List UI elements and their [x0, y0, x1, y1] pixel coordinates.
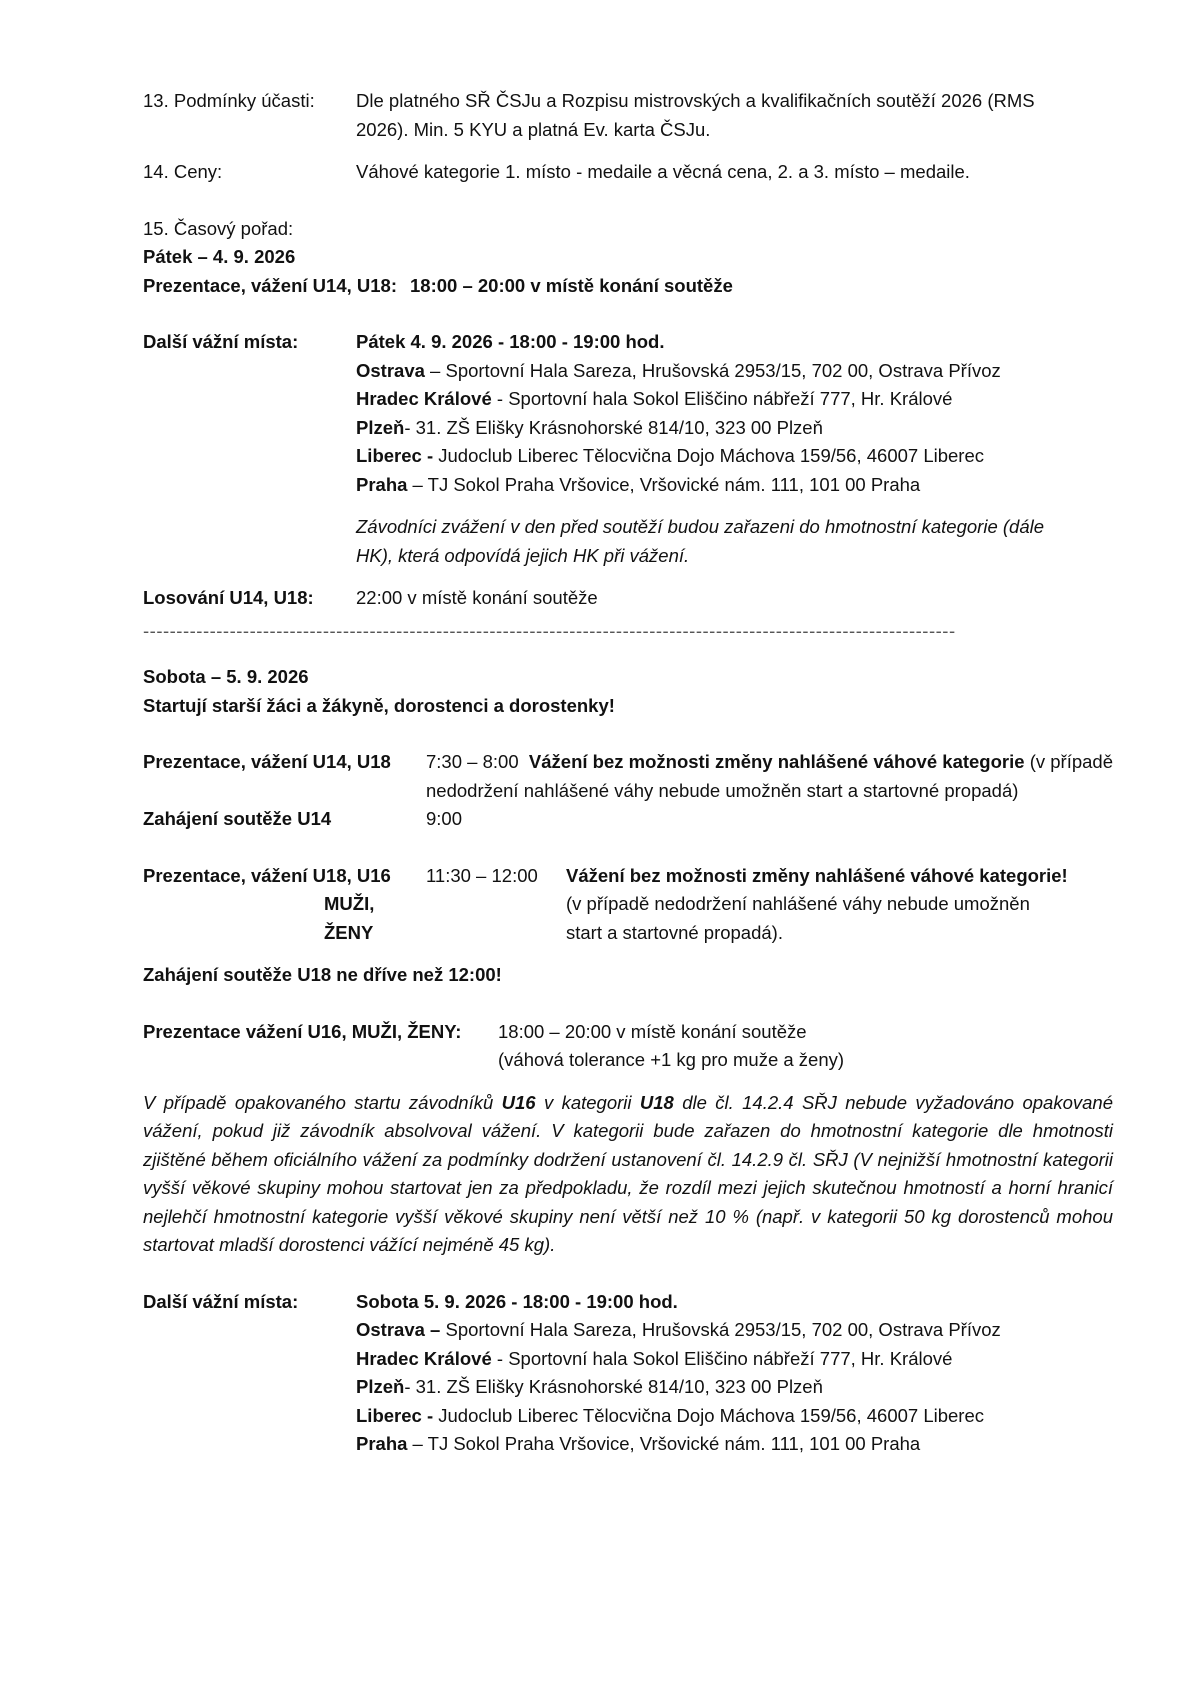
saturday-prezentace-2: [143, 862, 1113, 948]
section-13: [143, 87, 1113, 144]
saturday-prez1-text: 7:30 – 8:00 Vážení bez možnosti změny nahlášené váhové kategorie (v případě nedodržení nahlášené váhy nebude umožněn start a startovné propadá): [426, 751, 1114, 801]
section-divider: --------------------------------------------------------------------------------------------------------------------------: [143, 619, 956, 641]
saturday-place-item: Praha – TJ Sokol Praha Vršovice, Vršovické nám. 111, 101 00 Praha: [356, 1433, 921, 1454]
saturday-repeat-start-note: V případě opakovaného startu závodníků U16 v kategorii U18 dle čl. 14.2.4 SŘJ nebude vyžadováno opakované vážení, pokud již závodník absolvoval vážení. V kategorii bude zařazen do hmotnostní kategorie dle hmotnosti zjištěné během oficiálního vážení za podmínky dodržení ustanovení čl. 14.2.9 čl. SŘJ (V nejnižší hmotnostní kategorii vyšší věkové skupiny mohou startovat jen za předpokladu, že rozdíl mezi jejich skutečnou hmotností a horní hranicí nejlehčí hmotnostní kategorie vyšší věkové skupiny není větší než 10 % (např. v kategorii 50 kg dorostenců mohou startovat mladší dorostenci vážící nejméně 45 kg).: [143, 1091, 1113, 1255]
friday-note-line2: HK), která odpovídá jejich HK při vážení.: [356, 544, 690, 566]
section-14-text: Váhové kategorie 1. místo - medaile a věcná cena, 2. a 3. místo – medaile.: [356, 161, 970, 182]
saturday-prez3-line1: 18:00 – 20:00 v místě konání soutěže: [498, 1020, 807, 1042]
friday-note-line1: Závodníci zvážení v den před soutěží budou zařazeni do hmotnostní kategorie (dále: [356, 516, 1045, 537]
friday-weigh-places: [143, 328, 1113, 570]
section-13-line1: Dle platného SŘ ČSJu a Rozpisu mistrovských a kvalifikačních soutěží 2026 (RMS: [356, 90, 1035, 111]
friday-place-item: Praha – TJ Sokol Praha Vršovice, Vršovické nám. 111, 101 00 Praha: [356, 473, 921, 495]
friday-draw: [143, 584, 1113, 613]
section-13-text: [356, 87, 1113, 144]
saturday-prez2-line3: start a startovné propadá).: [566, 921, 783, 943]
saturday-place-item: Liberec - Judoclub Liberec Tělocvična Dojo Máchova 159/56, 46007 Liberec: [356, 1404, 985, 1426]
document-page: [143, 87, 1113, 1459]
saturday-place-item: Hradec Králové - Sportovní hala Sokol Eliščino nábřeží 777, Hr. Králové: [356, 1347, 953, 1369]
friday-place-item: Liberec - Judoclub Liberec Tělocvična Dojo Máchova 159/56, 46007 Liberec: [356, 445, 985, 466]
saturday-prez3-line2: (váhová tolerance +1 kg pro muže a ženy): [498, 1049, 845, 1070]
section-13-label: 13. Podmínky účasti:: [143, 90, 315, 111]
friday-draw-label: Losování U14, U18:: [143, 587, 314, 608]
saturday-place-item: Ostrava – Sportovní Hala Sareza, Hrušovská 2953/15, 702 00, Ostrava Přívoz: [356, 1319, 1001, 1340]
friday-date: Pátek – 4. 9. 2026: [143, 246, 296, 267]
friday-place-item: Hradec Králové - Sportovní hala Sokol Eliščino nábřeží 777, Hr. Králové: [356, 388, 953, 409]
saturday-start-u14: [143, 805, 1113, 834]
friday-draw-text: 22:00 v místě konání soutěže: [356, 587, 598, 608]
friday-places-label: Další vážní místa:: [143, 331, 299, 352]
saturday-prez1-label: Prezentace, vážení U14, U18: [143, 751, 391, 772]
friday-prezentace-label: Prezentace, vážení U14, U18:: [143, 274, 397, 296]
friday-prezentace: [143, 272, 1113, 301]
friday-place-item: Ostrava – Sportovní Hala Sareza, Hrušovská 2953/15, 702 00, Ostrava Přívoz: [356, 359, 1001, 381]
saturday-prezentace-1: [143, 748, 1113, 805]
saturday-start14-time: 9:00: [426, 808, 463, 829]
section-14: [143, 158, 1113, 187]
saturday-start14-label: Zahájení soutěže U14: [143, 808, 332, 829]
saturday-prez2-bold: Vážení bez možnosti změny nahlášené váhové kategorie!: [566, 864, 1068, 886]
section-15-heading: 15. Časový pořad:: [143, 217, 294, 239]
saturday-prez2-label: Prezentace, vážení U18, U16: [143, 864, 391, 886]
saturday-start-u18: Zahájení soutěže U18 ne dříve než 12:00!: [143, 964, 502, 985]
saturday-prez2-time: 11:30 – 12:00: [426, 864, 538, 886]
friday-places-time: Pátek 4. 9. 2026 - 18:00 - 19:00 hod.: [356, 331, 665, 352]
friday-place-item: Plzeň- 31. ZŠ Elišky Krásnohorské 814/10, 323 00 Plzeň: [356, 416, 823, 438]
saturday-places-time: Sobota 5. 9. 2026 - 18:00 - 19:00 hod.: [356, 1290, 678, 1312]
friday-prezentace-time: 18:00 – 20:00 v místě konání soutěže: [410, 274, 733, 296]
saturday-place-item: Plzeň- 31. ZŠ Elišky Krásnohorské 814/10, 323 00 Plzeň: [356, 1376, 823, 1397]
saturday-places-label: Další vážní místa:: [143, 1290, 299, 1312]
section-14-label: 14. Ceny:: [143, 161, 223, 182]
saturday-prez2-line2: (v případě nedodržení nahlášené váhy nebude umožněn: [566, 893, 1030, 914]
saturday-weigh-places: [143, 1288, 1113, 1459]
saturday-prez3-label: Prezentace vážení U16, MUŽI, ŽENY:: [143, 1020, 462, 1042]
saturday-date: Sobota – 5. 9. 2026: [143, 666, 309, 687]
section-13-line2: 2026). Min. 5 KYU a platná Ev. karta ČSJu.: [356, 118, 711, 140]
saturday-intro: Startují starší žáci a žákyně, dorostenci a dorostenky!: [143, 694, 615, 716]
saturday-prez2-sub: MUŽI, ŽENY: [324, 893, 375, 943]
saturday-prezentace-3: [143, 1018, 1113, 1075]
